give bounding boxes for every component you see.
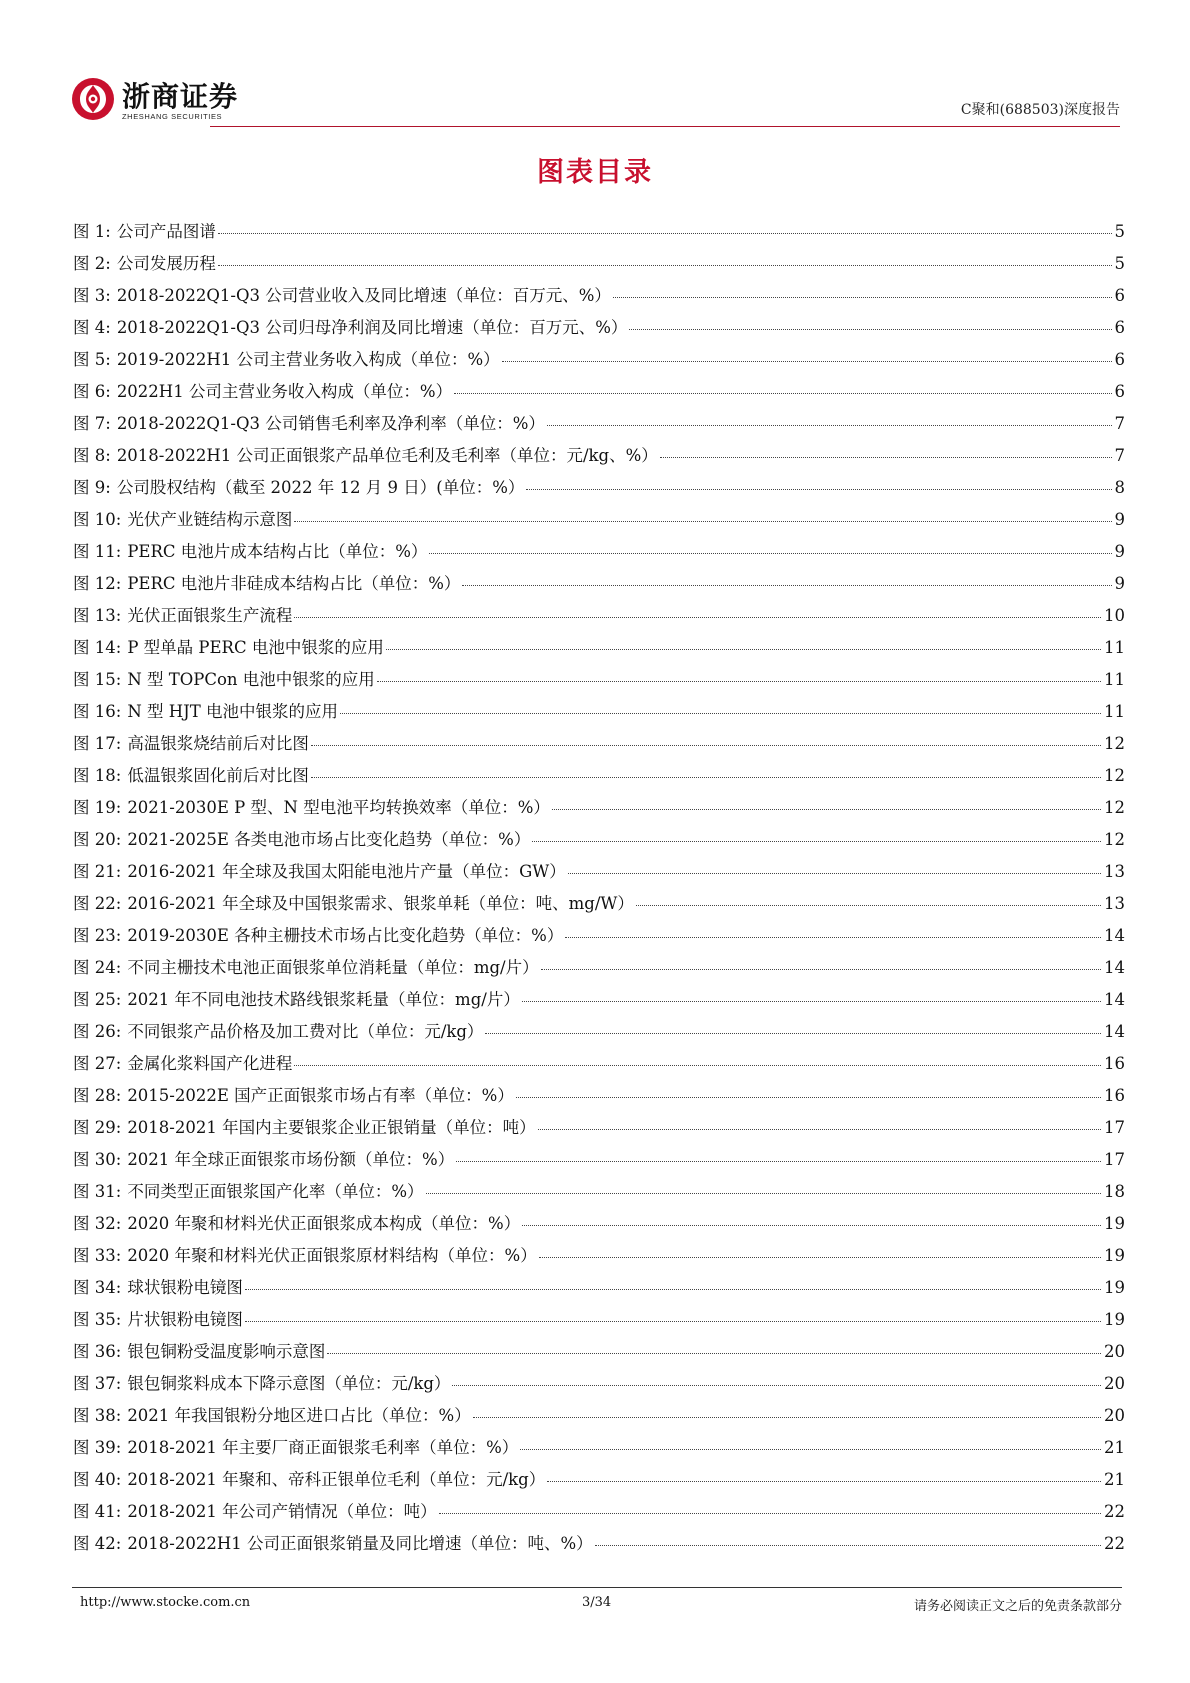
toc-figure-number: 图 35: xyxy=(73,1310,122,1329)
toc-dot-leader xyxy=(552,809,1101,810)
toc-figure-number: 图 28: xyxy=(73,1086,122,1105)
toc-figure-number: 图 15: xyxy=(73,670,122,689)
toc-dot-leader xyxy=(311,745,1101,746)
toc-figure-number: 图 17: xyxy=(73,734,122,753)
toc-dot-leader xyxy=(439,1513,1101,1514)
toc-figure-number: 图 3: xyxy=(73,286,111,305)
toc-figure-title: 2018-2021 年国内主要银浆企业正银销量（单位：吨） xyxy=(127,1118,536,1137)
toc-figure-title: 公司产品图谱 xyxy=(116,222,216,241)
toc-entry[interactable] xyxy=(73,634,1125,666)
toc-figure-number: 图 37: xyxy=(73,1374,122,1393)
toc-figure-number: 图 23: xyxy=(73,926,122,945)
toc-page-number: 12 xyxy=(1104,734,1125,753)
toc-page-number: 8 xyxy=(1114,478,1125,497)
toc-figure-number: 图 20: xyxy=(73,830,122,849)
report-title: C聚和(688503)深度报告 xyxy=(960,102,1120,118)
toc-figure-number: 图 31: xyxy=(73,1182,122,1201)
toc-page-number: 21 xyxy=(1104,1438,1125,1457)
toc-entry[interactable] xyxy=(73,1274,1125,1306)
toc-figure-number: 图 34: xyxy=(73,1278,122,1297)
toc-entry[interactable] xyxy=(73,794,1125,826)
toc-page-number: 21 xyxy=(1104,1470,1125,1489)
toc-entry[interactable] xyxy=(73,282,1125,314)
toc-entry[interactable] xyxy=(73,1370,1125,1402)
toc-figure-number: 图 24: xyxy=(73,958,122,977)
toc-page-number: 6 xyxy=(1114,350,1125,369)
toc-figure-title: 公司发展历程 xyxy=(116,254,216,273)
toc-page-number: 14 xyxy=(1104,958,1125,977)
toc-entry[interactable] xyxy=(73,1018,1125,1050)
toc-figure-title: 2020 年聚和材料光伏正面银浆原材料结构（单位：%） xyxy=(127,1246,537,1265)
toc-entry[interactable] xyxy=(73,1210,1125,1242)
toc-dot-leader xyxy=(541,969,1101,970)
toc-entry[interactable] xyxy=(73,474,1125,506)
toc-figure-title: 不同主栅技术电池正面银浆单位消耗量（单位：mg/片） xyxy=(127,958,539,977)
toc-figure-title: 2019-2022H1 公司主营业务收入构成（单位：%） xyxy=(116,350,500,369)
toc-page-number: 5 xyxy=(1114,254,1125,273)
toc-dot-leader xyxy=(429,553,1111,554)
toc-page-number: 14 xyxy=(1104,926,1125,945)
toc-figure-number: 图 11: xyxy=(73,542,122,561)
toc-page-number: 12 xyxy=(1104,830,1125,849)
toc-figure-title: 2015-2022E 国产正面银浆市场占有率（单位：%） xyxy=(127,1086,514,1105)
toc-dot-leader xyxy=(539,1257,1101,1258)
toc-dot-leader xyxy=(456,1161,1101,1162)
toc-figure-title: N 型 TOPCon 电池中银浆的应用 xyxy=(127,670,375,689)
toc-figure-number: 图 32: xyxy=(73,1214,122,1233)
toc-figure-title: 2018-2021 年主要厂商正面银浆毛利率（单位：%） xyxy=(127,1438,519,1457)
toc-figure-number: 图 16: xyxy=(73,702,122,721)
toc-figure-title: 银包铜粉受温度影响示意图 xyxy=(127,1342,326,1361)
toc-dot-leader xyxy=(245,1321,1101,1322)
toc-figure-title: 2018-2022Q1-Q3 公司归母净利润及同比增速（单位：百万元、%） xyxy=(116,318,628,337)
toc-figure-number: 图 18: xyxy=(73,766,122,785)
toc-figure-title: 2019-2030E 各种主栅技术市场占比变化趋势（单位：%） xyxy=(127,926,564,945)
toc-figure-number: 图 13: xyxy=(73,606,122,625)
toc-entry[interactable] xyxy=(73,1050,1125,1082)
toc-page-number: 17 xyxy=(1104,1150,1125,1169)
toc-dot-leader xyxy=(660,457,1112,458)
toc-page-number: 19 xyxy=(1104,1246,1125,1265)
company-logo xyxy=(70,70,260,128)
toc-figure-number: 图 9: xyxy=(73,478,111,497)
toc-figure-number: 图 41: xyxy=(73,1502,122,1521)
toc-entry[interactable] xyxy=(73,1146,1125,1178)
page-header xyxy=(70,70,1120,128)
toc-figure-number: 图 40: xyxy=(73,1470,122,1489)
toc-entry[interactable] xyxy=(73,826,1125,858)
toc-entry[interactable] xyxy=(73,378,1125,410)
toc-page-number: 7 xyxy=(1114,446,1125,465)
toc-entry[interactable] xyxy=(73,1434,1125,1466)
toc-dot-leader xyxy=(565,937,1101,938)
toc-figure-title: 球状银粉电镜图 xyxy=(127,1278,243,1297)
toc-entry[interactable] xyxy=(73,1530,1125,1562)
toc-dot-leader xyxy=(386,649,1101,650)
toc-figure-title: 不同类型正面银浆国产化率（单位：%） xyxy=(127,1182,424,1201)
toc-figure-number: 图 5: xyxy=(73,350,111,369)
toc-dot-leader xyxy=(426,1193,1102,1194)
logo-english-name: ZHESHANG SECURITIES xyxy=(122,112,223,121)
toc-dot-leader xyxy=(485,1033,1101,1034)
toc-entry[interactable] xyxy=(73,1402,1125,1434)
toc-entry[interactable] xyxy=(73,1338,1125,1370)
figure-list xyxy=(73,218,1125,1562)
toc-page-number: 18 xyxy=(1104,1182,1125,1201)
toc-figure-title: 2016-2021 年全球及中国银浆需求、银浆单耗（单位：吨、mg/W） xyxy=(127,894,634,913)
toc-page-number: 11 xyxy=(1104,638,1125,657)
toc-figure-number: 图 25: xyxy=(73,990,122,1009)
toc-dot-leader xyxy=(516,1097,1101,1098)
toc-page-number: 19 xyxy=(1104,1278,1125,1297)
toc-entry[interactable] xyxy=(73,1178,1125,1210)
toc-page-number: 22 xyxy=(1104,1534,1125,1553)
toc-entry[interactable] xyxy=(73,890,1125,922)
toc-figure-title: N 型 HJT 电池中银浆的应用 xyxy=(127,702,338,721)
toc-page-number: 9 xyxy=(1114,542,1125,561)
toc-dot-leader xyxy=(520,1449,1101,1450)
toc-figure-title: 2016-2021 年全球及我国太阳能电池片产量（单位：GW） xyxy=(127,862,566,881)
toc-page-number: 16 xyxy=(1104,1086,1125,1105)
toc-dot-leader xyxy=(462,585,1111,586)
toc-dot-leader xyxy=(522,1001,1101,1002)
header-divider xyxy=(210,126,1120,127)
toc-figure-number: 图 7: xyxy=(73,414,111,433)
toc-page-number: 13 xyxy=(1104,862,1125,881)
toc-figure-title: 2018-2021 年聚和、帝科正银单位毛利（单位：元/kg） xyxy=(127,1470,546,1489)
toc-entry[interactable] xyxy=(73,250,1125,282)
toc-figure-title: 2018-2022Q1-Q3 公司营业收入及同比增速（单位：百万元、%） xyxy=(116,286,611,305)
toc-entry[interactable] xyxy=(73,922,1125,954)
toc-entry[interactable] xyxy=(73,1114,1125,1146)
toc-dot-leader xyxy=(294,1065,1101,1066)
toc-entry[interactable] xyxy=(73,666,1125,698)
toc-figure-title: 2021-2030E P 型、N 型电池平均转换效率（单位：%） xyxy=(127,798,550,817)
toc-entry[interactable] xyxy=(73,314,1125,346)
toc-page-number: 6 xyxy=(1114,286,1125,305)
toc-dot-leader xyxy=(311,777,1101,778)
toc-figure-number: 图 12: xyxy=(73,574,122,593)
toc-figure-title: 公司股权结构（截至 2022 年 12 月 9 日）(单位：%） xyxy=(116,478,525,497)
toc-dot-leader xyxy=(454,393,1111,394)
toc-entry[interactable] xyxy=(73,538,1125,570)
toc-dot-leader xyxy=(294,521,1111,522)
toc-figure-number: 图 6: xyxy=(73,382,111,401)
toc-dot-leader xyxy=(547,1481,1101,1482)
toc-entry[interactable] xyxy=(73,1306,1125,1338)
toc-page-number: 11 xyxy=(1104,670,1125,689)
toc-figure-title: 2021 年全球正面银浆市场份额（单位：%） xyxy=(127,1150,455,1169)
toc-dot-leader xyxy=(245,1289,1101,1290)
toc-entry[interactable] xyxy=(73,954,1125,986)
toc-dot-leader xyxy=(595,1545,1101,1546)
toc-figure-title: 2018-2021 年公司产销情况（单位：吨） xyxy=(127,1502,437,1521)
toc-figure-title: 2021-2025E 各类电池市场占比变化趋势（单位：%） xyxy=(127,830,531,849)
toc-dot-leader xyxy=(568,873,1101,874)
toc-figure-title: 金属化浆料国产化进程 xyxy=(127,1054,293,1073)
toc-figure-number: 图 19: xyxy=(73,798,122,817)
toc-figure-title: 2020 年聚和材料光伏正面银浆成本构成（单位：%） xyxy=(127,1214,521,1233)
toc-dot-leader xyxy=(473,1417,1101,1418)
toc-dot-leader xyxy=(377,681,1101,682)
toc-figure-title: PERC 电池片成本结构占比（单位：%） xyxy=(127,542,428,561)
footer-disclaimer: 请务必阅读正文之后的免责条款部分 xyxy=(913,1599,1122,1614)
toc-entry[interactable] xyxy=(73,730,1125,762)
toc-entry[interactable] xyxy=(73,1498,1125,1530)
toc-figure-title: 高温银浆烧结前后对比图 xyxy=(127,734,309,753)
toc-page-number: 14 xyxy=(1104,1022,1125,1041)
toc-figure-number: 图 14: xyxy=(73,638,122,657)
toc-page-number: 6 xyxy=(1114,382,1125,401)
toc-page-number: 20 xyxy=(1104,1406,1125,1425)
toc-entry[interactable] xyxy=(73,986,1125,1018)
toc-dot-leader xyxy=(452,1385,1101,1386)
toc-figure-number: 图 22: xyxy=(73,894,122,913)
toc-page-number: 9 xyxy=(1114,574,1125,593)
toc-figure-number: 图 38: xyxy=(73,1406,122,1425)
toc-entry[interactable] xyxy=(73,442,1125,474)
toc-dot-leader xyxy=(218,233,1112,234)
toc-figure-number: 图 1: xyxy=(73,222,111,241)
toc-dot-leader xyxy=(327,1353,1101,1354)
toc-figure-title: 低温银浆固化前后对比图 xyxy=(127,766,309,785)
toc-figure-number: 图 42: xyxy=(73,1534,122,1553)
toc-entry[interactable] xyxy=(73,218,1125,250)
footer-divider xyxy=(72,1587,1122,1588)
toc-entry[interactable] xyxy=(73,858,1125,890)
toc-page-number: 22 xyxy=(1104,1502,1125,1521)
toc-figure-number: 图 30: xyxy=(73,1150,122,1169)
toc-page-number: 19 xyxy=(1104,1310,1125,1329)
toc-figure-title: PERC 电池片非硅成本结构占比（单位：%） xyxy=(127,574,461,593)
toc-figure-number: 图 33: xyxy=(73,1246,122,1265)
toc-figure-number: 图 36: xyxy=(73,1342,122,1361)
toc-figure-title: 光伏产业链结构示意图 xyxy=(127,510,293,529)
toc-page-number: 6 xyxy=(1114,318,1125,337)
toc-figure-number: 图 4: xyxy=(73,318,111,337)
toc-page-number: 11 xyxy=(1104,702,1125,721)
toc-figure-number: 图 10: xyxy=(73,510,122,529)
toc-figure-number: 图 27: xyxy=(73,1054,122,1073)
toc-figure-number: 图 8: xyxy=(73,446,111,465)
toc-figure-title: 2018-2022Q1-Q3 公司销售毛利率及净利率（单位：%） xyxy=(116,414,545,433)
toc-figure-number: 图 2: xyxy=(73,254,111,273)
toc-dot-leader xyxy=(636,905,1101,906)
toc-page-number: 13 xyxy=(1104,894,1125,913)
toc-dot-leader xyxy=(294,617,1101,618)
toc-figure-title: 银包铜浆料成本下降示意图（单位：元/kg） xyxy=(127,1374,451,1393)
toc-page-number: 5 xyxy=(1114,222,1125,241)
toc-page-number: 14 xyxy=(1104,990,1125,1009)
toc-figure-title: 2021 年不同电池技术路线银浆耗量（单位：mg/片） xyxy=(127,990,520,1009)
toc-figure-title: 2022H1 公司主营业务收入构成（单位：%） xyxy=(116,382,453,401)
toc-entry[interactable] xyxy=(73,1466,1125,1498)
page-number: 3/34 xyxy=(582,1595,612,1610)
toc-page-number: 12 xyxy=(1104,798,1125,817)
toc-figure-number: 图 26: xyxy=(73,1022,122,1041)
toc-dot-leader xyxy=(538,1129,1101,1130)
toc-page-number: 10 xyxy=(1104,606,1125,625)
toc-page-number: 12 xyxy=(1104,766,1125,785)
toc-entry[interactable] xyxy=(73,570,1125,602)
toc-figure-title: 2018-2022H1 公司正面银浆产品单位毛利及毛利率（单位：元/kg、%） xyxy=(116,446,658,465)
toc-dot-leader xyxy=(340,713,1101,714)
toc-dot-leader xyxy=(532,841,1101,842)
toc-entry[interactable] xyxy=(73,698,1125,730)
toc-page-number: 20 xyxy=(1104,1342,1125,1361)
toc-entry[interactable] xyxy=(73,410,1125,442)
toc-entry[interactable] xyxy=(73,346,1125,378)
toc-figure-number: 图 21: xyxy=(73,862,122,881)
toc-figure-title: 2021 年我国银粉分地区进口占比（单位：%） xyxy=(127,1406,471,1425)
toc-figure-number: 图 39: xyxy=(73,1438,122,1457)
toc-page-number: 16 xyxy=(1104,1054,1125,1073)
footer-url-link[interactable]: http://www.stocke.com.cn xyxy=(80,1595,251,1610)
toc-dot-leader xyxy=(522,1225,1101,1226)
toc-entry[interactable] xyxy=(73,1082,1125,1114)
toc-figure-title: 不同银浆产品价格及加工费对比（单位：元/kg） xyxy=(127,1022,484,1041)
page-title: 图表目录 xyxy=(537,157,653,188)
toc-figure-number: 图 29: xyxy=(73,1118,122,1137)
toc-figure-title: 2018-2022H1 公司正面银浆销量及同比增速（单位：吨、%） xyxy=(127,1534,593,1553)
toc-figure-title: 光伏正面银浆生产流程 xyxy=(127,606,293,625)
toc-page-number: 9 xyxy=(1114,510,1125,529)
toc-entry[interactable] xyxy=(73,1242,1125,1274)
zheshang-logo-icon xyxy=(70,76,116,122)
toc-figure-title: 片状银粉电镜图 xyxy=(127,1310,243,1329)
toc-dot-leader xyxy=(547,425,1112,426)
toc-dot-leader xyxy=(218,265,1112,266)
toc-dot-leader xyxy=(502,361,1112,362)
toc-page-number: 20 xyxy=(1104,1374,1125,1393)
toc-dot-leader xyxy=(629,329,1111,330)
toc-dot-leader xyxy=(613,297,1112,298)
toc-entry[interactable] xyxy=(73,762,1125,794)
toc-page-number: 7 xyxy=(1114,414,1125,433)
toc-figure-title: P 型单晶 PERC 电池中银浆的应用 xyxy=(127,638,384,657)
toc-entry[interactable] xyxy=(73,506,1125,538)
toc-page-number: 19 xyxy=(1104,1214,1125,1233)
toc-page-number: 17 xyxy=(1104,1118,1125,1137)
logo-chinese-name: 浙商证券 xyxy=(122,80,239,113)
toc-dot-leader xyxy=(526,489,1111,490)
toc-entry[interactable] xyxy=(73,602,1125,634)
